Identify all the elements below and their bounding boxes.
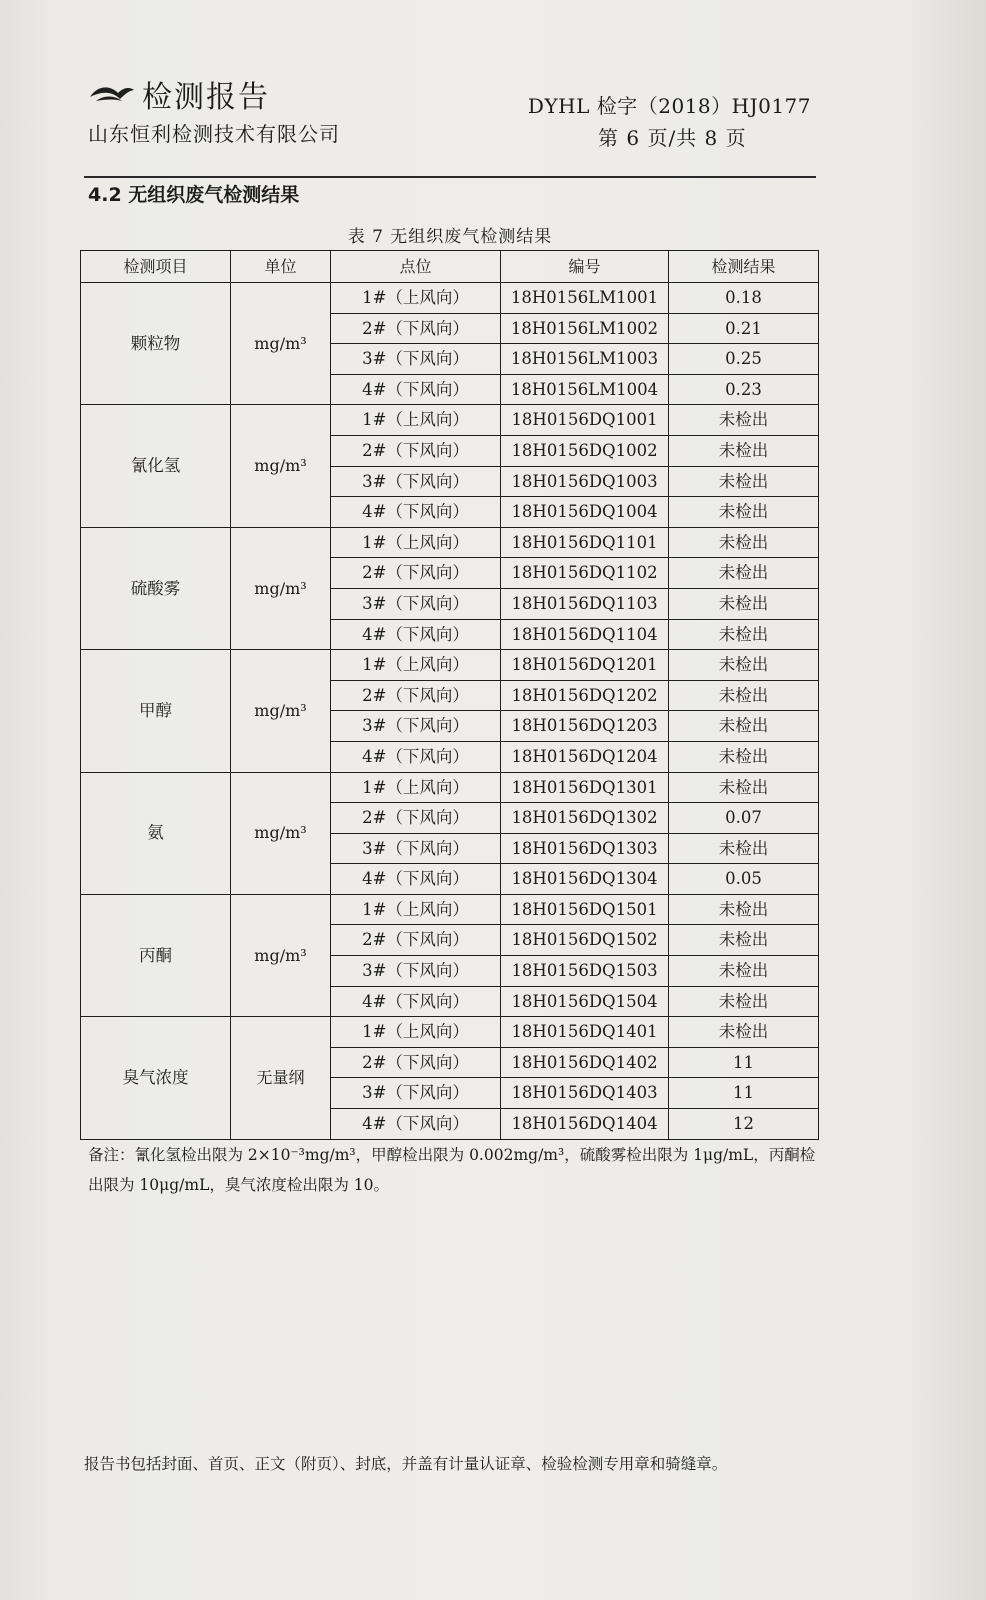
code-cell: 18H0156LM1003	[501, 344, 669, 375]
header-unit: 单位	[231, 251, 331, 283]
code-cell: 18H0156DQ1504	[501, 986, 669, 1017]
result-cell: 未检出	[669, 405, 819, 436]
code-cell: 18H0156DQ1404	[501, 1109, 669, 1140]
results-table	[80, 250, 819, 1140]
result-cell: 未检出	[669, 711, 819, 742]
table-header-row	[81, 251, 819, 283]
point-cell: 2#（下风向）	[331, 313, 501, 344]
remark-note: 备注：氰化氢检出限为 2×10⁻³mg/m³，甲醇检出限为 0.002mg/m³，硫酸雾检出限为 1μg/mL，丙酮检出限为 10μg/mL，臭气浓度检出限为 10。	[88, 1146, 816, 1194]
result-cell: 11	[669, 1047, 819, 1078]
unit-cell: mg/m³	[231, 405, 331, 527]
point-cell: 3#（下风向）	[331, 711, 501, 742]
table-row	[81, 527, 819, 558]
point-cell: 1#（上风向）	[331, 405, 501, 436]
code-cell: 18H0156DQ1203	[501, 711, 669, 742]
code-cell: 18H0156DQ1201	[501, 650, 669, 681]
point-cell: 2#（下风向）	[331, 435, 501, 466]
item-cell: 甲醇	[81, 650, 231, 772]
header-point: 点位	[331, 251, 501, 283]
unit-cell: 无量纲	[231, 1017, 331, 1139]
code-cell: 18H0156DQ1503	[501, 956, 669, 987]
point-cell: 3#（下风向）	[331, 344, 501, 375]
code-cell: 18H0156LM1004	[501, 374, 669, 405]
code-cell: 18H0156DQ1303	[501, 833, 669, 864]
point-cell: 3#（下风向）	[331, 466, 501, 497]
point-cell: 1#（上风向）	[331, 283, 501, 314]
point-cell: 3#（下风向）	[331, 833, 501, 864]
unit-cell: mg/m³	[231, 283, 331, 405]
point-cell: 4#（下风向）	[331, 1109, 501, 1140]
code-cell: 18H0156DQ1301	[501, 772, 669, 803]
item-cell: 颗粒物	[81, 283, 231, 405]
point-cell: 1#（上风向）	[331, 894, 501, 925]
code-cell: 18H0156DQ1004	[501, 497, 669, 528]
item-cell: 丙酮	[81, 894, 231, 1016]
code-cell: 18H0156DQ1302	[501, 803, 669, 834]
point-cell: 4#（下风向）	[331, 741, 501, 772]
point-cell: 3#（下风向）	[331, 588, 501, 619]
point-cell: 1#（上风向）	[331, 527, 501, 558]
code-cell: 18H0156DQ1501	[501, 894, 669, 925]
result-cell: 0.21	[669, 313, 819, 344]
result-cell: 未检出	[669, 894, 819, 925]
result-cell: 0.07	[669, 803, 819, 834]
result-cell: 未检出	[669, 558, 819, 589]
code-cell: 18H0156DQ1403	[501, 1078, 669, 1109]
result-cell: 未检出	[669, 588, 819, 619]
code-cell: 18H0156DQ1104	[501, 619, 669, 650]
company-name: 山东恒利检测技术有限公司	[88, 122, 340, 146]
result-cell: 未检出	[669, 466, 819, 497]
table-row	[81, 894, 819, 925]
result-cell: 0.25	[669, 344, 819, 375]
header-logo-row	[88, 72, 270, 116]
code-cell: 18H0156DQ1002	[501, 435, 669, 466]
table-row	[81, 405, 819, 436]
code-cell: 18H0156DQ1204	[501, 741, 669, 772]
code-cell: 18H0156DQ1003	[501, 466, 669, 497]
result-cell: 未检出	[669, 527, 819, 558]
point-cell: 2#（下风向）	[331, 680, 501, 711]
result-cell: 12	[669, 1109, 819, 1140]
result-cell: 0.23	[669, 374, 819, 405]
header-divider	[84, 176, 816, 178]
code-cell: 18H0156DQ1102	[501, 558, 669, 589]
unit-cell: mg/m³	[231, 894, 331, 1016]
result-cell: 未检出	[669, 741, 819, 772]
point-cell: 4#（下风向）	[331, 864, 501, 895]
result-cell: 0.18	[669, 283, 819, 314]
section-heading: 4.2 无组织废气检测结果	[88, 184, 300, 206]
code-cell: 18H0156LM1001	[501, 283, 669, 314]
table-body	[81, 283, 819, 1140]
header-result: 检测结果	[669, 251, 819, 283]
item-cell: 臭气浓度	[81, 1017, 231, 1139]
item-cell: 硫酸雾	[81, 527, 231, 649]
company-logo-icon	[88, 81, 136, 107]
code-cell: 18H0156DQ1202	[501, 680, 669, 711]
code-cell: 18H0156DQ1304	[501, 864, 669, 895]
result-cell: 11	[669, 1078, 819, 1109]
page-indicator: 第 6 页/共 8 页	[598, 126, 747, 150]
result-cell: 未检出	[669, 986, 819, 1017]
result-cell: 未检出	[669, 435, 819, 466]
code-cell: 18H0156DQ1502	[501, 925, 669, 956]
point-cell: 3#（下风向）	[331, 956, 501, 987]
table-row	[81, 772, 819, 803]
unit-cell: mg/m³	[231, 527, 331, 649]
point-cell: 2#（下风向）	[331, 803, 501, 834]
code-cell: 18H0156DQ1401	[501, 1017, 669, 1048]
result-cell: 未检出	[669, 833, 819, 864]
table-row	[81, 1017, 819, 1048]
code-cell: 18H0156DQ1001	[501, 405, 669, 436]
code-cell: 18H0156DQ1101	[501, 527, 669, 558]
table-caption: 表 7 无组织废气检测结果	[347, 227, 553, 247]
point-cell: 4#（下风向）	[331, 619, 501, 650]
table-row	[81, 650, 819, 681]
header-item: 检测项目	[81, 251, 231, 283]
code-cell: 18H0156DQ1103	[501, 588, 669, 619]
footer-note: 报告书包括封面、首页、正文（附页）、封底，并盖有计量认证章、检验检测专用章和骑缝章。	[84, 1455, 728, 1473]
point-cell: 2#（下风向）	[331, 558, 501, 589]
report-number: DYHL 检字（2018）HJ0177	[527, 94, 811, 118]
result-cell: 未检出	[669, 925, 819, 956]
result-cell: 未检出	[669, 1017, 819, 1048]
point-cell: 4#（下风向）	[331, 374, 501, 405]
result-cell: 未检出	[669, 497, 819, 528]
result-cell: 0.05	[669, 864, 819, 895]
point-cell: 2#（下风向）	[331, 1047, 501, 1078]
result-cell: 未检出	[669, 956, 819, 987]
point-cell: 3#（下风向）	[331, 1078, 501, 1109]
item-cell: 氨	[81, 772, 231, 894]
result-cell: 未检出	[669, 650, 819, 681]
unit-cell: mg/m³	[231, 772, 331, 894]
table-row	[81, 283, 819, 314]
code-cell: 18H0156DQ1402	[501, 1047, 669, 1078]
point-cell: 1#（上风向）	[331, 772, 501, 803]
code-cell: 18H0156LM1002	[501, 313, 669, 344]
result-cell: 未检出	[669, 619, 819, 650]
point-cell: 4#（下风向）	[331, 986, 501, 1017]
point-cell: 4#（下风向）	[331, 497, 501, 528]
point-cell: 1#（上风向）	[331, 650, 501, 681]
report-title: 检测报告	[142, 80, 270, 115]
header-code: 编号	[501, 251, 669, 283]
result-cell: 未检出	[669, 772, 819, 803]
point-cell: 1#（上风向）	[331, 1017, 501, 1048]
unit-cell: mg/m³	[231, 650, 331, 772]
result-cell: 未检出	[669, 680, 819, 711]
point-cell: 2#（下风向）	[331, 925, 501, 956]
item-cell: 氰化氢	[81, 405, 231, 527]
